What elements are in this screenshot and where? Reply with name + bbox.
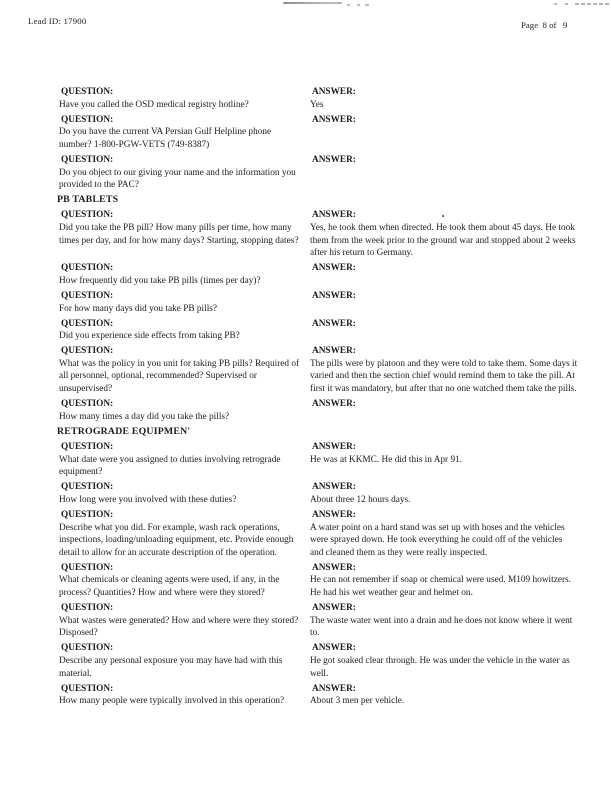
question-cell — [57, 441, 310, 479]
question-cell — [57, 114, 310, 152]
question-label: QUESTION: — [61, 509, 114, 520]
question-text: Did you experience side effects from taking PB? — [59, 331, 240, 342]
question-label: QUESTION: — [61, 482, 114, 493]
question-cell — [57, 318, 310, 343]
answer-label: ANSWER: — [312, 562, 356, 573]
answer-label: ANSWER: — [312, 154, 356, 165]
question-cell — [57, 209, 310, 259]
question-label: QUESTION: — [61, 346, 114, 357]
answer-cell — [310, 683, 591, 708]
question-label: QUESTION: — [61, 114, 114, 125]
question-cell — [57, 86, 310, 111]
answer-cell — [310, 398, 591, 423]
qa-row — [57, 114, 591, 152]
question-text: What was the policy in you unit for taking PB pills? Required of all personnel, optional, recommended? Supervised or unsupervised? — [59, 358, 300, 395]
answer-cell — [310, 562, 591, 600]
question-label: QUESTION: — [61, 399, 114, 410]
answer-label: ANSWER: — [312, 441, 356, 452]
answer-cell — [310, 441, 591, 479]
scan-artifact — [554, 3, 557, 5]
question-text: For how many days did you take PB pills? — [59, 303, 218, 314]
qa-row — [57, 562, 591, 600]
question-cell — [57, 290, 310, 315]
answer-text: The waste water went into a drain and he does not know where it went to. — [310, 615, 573, 639]
qa-row — [57, 642, 591, 680]
qa-row — [57, 154, 591, 192]
question-text: Describe any personal exposure you may have had with this material. — [59, 655, 283, 679]
question-label: QUESTION: — [61, 263, 114, 274]
qa-row — [57, 509, 591, 559]
question-label: QUESTION: — [61, 603, 114, 614]
scan-artifact — [365, 4, 369, 6]
answer-label: ANSWER: — [312, 290, 356, 301]
question-cell — [57, 262, 310, 287]
question-label: QUESTION: — [61, 210, 114, 221]
answer-cell — [310, 154, 591, 192]
qa-row — [57, 262, 591, 287]
answer-label: ANSWER: — [312, 263, 356, 274]
question-text: What chemicals or cleaning agents were used, if any, in the process? Quantities? How and where were they stored? — [59, 575, 280, 598]
question-text: How many times a day did you take the pills? — [59, 411, 230, 422]
question-text: What date were you assigned to duties involving retrograde equipment? — [59, 454, 281, 478]
answer-cell — [310, 290, 591, 315]
answer-label: ANSWER: — [312, 643, 356, 654]
answer-cell — [310, 209, 591, 259]
question-cell — [57, 642, 310, 680]
question-text: How frequently did you take PB pills (times per day)? — [59, 275, 261, 286]
question-cell — [57, 562, 310, 600]
answer-text: The pills were by platoon and they were told to take them. Some days it varied and then the section chief would remind them to take the pill. At first it was mandatory, but after that no one watched them take the pills. — [310, 358, 578, 395]
question-text: Did you take the PB pill? How many pills per time, how many times per day, and for how many days? Starting, stopping dates? — [59, 222, 299, 246]
answer-label: ANSWER: — [312, 509, 356, 520]
scan-artifact — [565, 3, 568, 5]
qa-row — [57, 318, 591, 343]
section-header: PB TABLETS — [57, 194, 119, 206]
answer-label: ANSWER: — [312, 482, 356, 493]
answer-cell — [310, 262, 591, 287]
question-cell — [57, 345, 310, 395]
question-cell — [57, 398, 310, 423]
answer-label: ANSWER: — [312, 399, 356, 410]
scan-artifact — [575, 3, 611, 5]
qa-row — [57, 481, 591, 506]
qa-row — [57, 209, 591, 259]
question-text: Describe what you did. For example, wash rack operations, inspections, loading/unloading equipment, etc. Provide enough detail to allow for an accurate description of the operation. — [59, 522, 294, 558]
answer-cell — [310, 86, 591, 111]
question-cell — [57, 154, 310, 192]
question-label: QUESTION: — [61, 87, 114, 97]
answer-text: He can not remember if soap or chemical were used. M109 howitzers. He had his wet weather gear and helmet on. — [310, 575, 571, 598]
section-header: RETROGRADE EQUIPMEN' — [57, 425, 191, 437]
question-label: QUESTION: — [61, 441, 114, 452]
answer-label: ANSWER: — [312, 114, 356, 125]
answer-text: Yes — [310, 99, 324, 110]
qa-row — [57, 345, 591, 395]
question-text: Do you object to our giving your name and the information you provided to the PAC? — [59, 167, 296, 191]
answer-text: A water point on a hard stand was set up with hoses and the vehicles were sprayed down. He took everything he could off of the vehicles and cleaned them as they were really inspected. — [310, 522, 565, 558]
qa-row — [57, 398, 591, 423]
question-cell — [57, 509, 310, 559]
answer-cell — [310, 642, 591, 680]
scan-artifact — [347, 4, 350, 6]
question-text: How many people were typically involved in this operation? — [59, 696, 285, 707]
answer-label: ANSWER: — [312, 87, 356, 97]
question-label: QUESTION: — [61, 154, 114, 165]
question-label: QUESTION: — [61, 562, 114, 573]
qa-row — [57, 441, 591, 479]
answer-cell — [310, 481, 591, 506]
qa-list — [57, 86, 591, 710]
answer-label: ANSWER: — [312, 210, 356, 221]
answer-text: About three 12 hours days. — [310, 494, 411, 505]
question-label: QUESTION: — [61, 290, 114, 301]
answer-text: About 3 men per vehicle. — [310, 696, 405, 707]
answer-text: He got soaked clear through. He was under the vehicle in the water as well. — [310, 655, 570, 679]
qa-row — [57, 86, 591, 111]
answer-cell — [310, 602, 591, 640]
question-text: Do you have the current VA Persian Gulf Helpline phone number? 1-800-PGW-VETS (749-8387) — [59, 127, 272, 150]
scan-artifact — [357, 4, 360, 6]
answer-cell — [310, 509, 591, 559]
question-text: Have you called the OSD medical registry hotline? — [59, 99, 249, 110]
answer-label: ANSWER: — [312, 683, 356, 694]
question-label: QUESTION: — [61, 683, 114, 694]
answer-cell — [310, 318, 591, 343]
scan-artifact — [283, 2, 342, 4]
question-text: What wastes were generated? How and where were they stored? Disposed? — [59, 615, 299, 639]
answer-cell — [310, 114, 591, 152]
qa-row — [57, 683, 591, 708]
question-cell — [57, 481, 310, 506]
question-label: QUESTION: — [61, 643, 114, 654]
lead-id-label: Lead ID: 17900 — [28, 16, 87, 26]
question-text: How long were you involved with these duties? — [59, 494, 237, 505]
answer-text: Yes, he took them when directed. He took them about 45 days. He took them from the week prior to the ground war and stopped about 2 weeks after his return to Germany. — [310, 222, 576, 259]
qa-row — [57, 290, 591, 315]
question-cell — [57, 683, 310, 708]
answer-cell — [310, 345, 591, 395]
question-label: QUESTION: — [61, 318, 114, 329]
answer-label: ANSWER: — [312, 318, 356, 329]
page-number-label: Page 8 of 9 — [521, 20, 568, 30]
qa-row — [57, 602, 591, 640]
answer-text: He was at KKMC. He did this in Apr 91. — [310, 454, 463, 465]
answer-label: ANSWER: — [312, 603, 356, 614]
question-cell — [57, 602, 310, 640]
answer-label: ANSWER: — [312, 346, 356, 357]
